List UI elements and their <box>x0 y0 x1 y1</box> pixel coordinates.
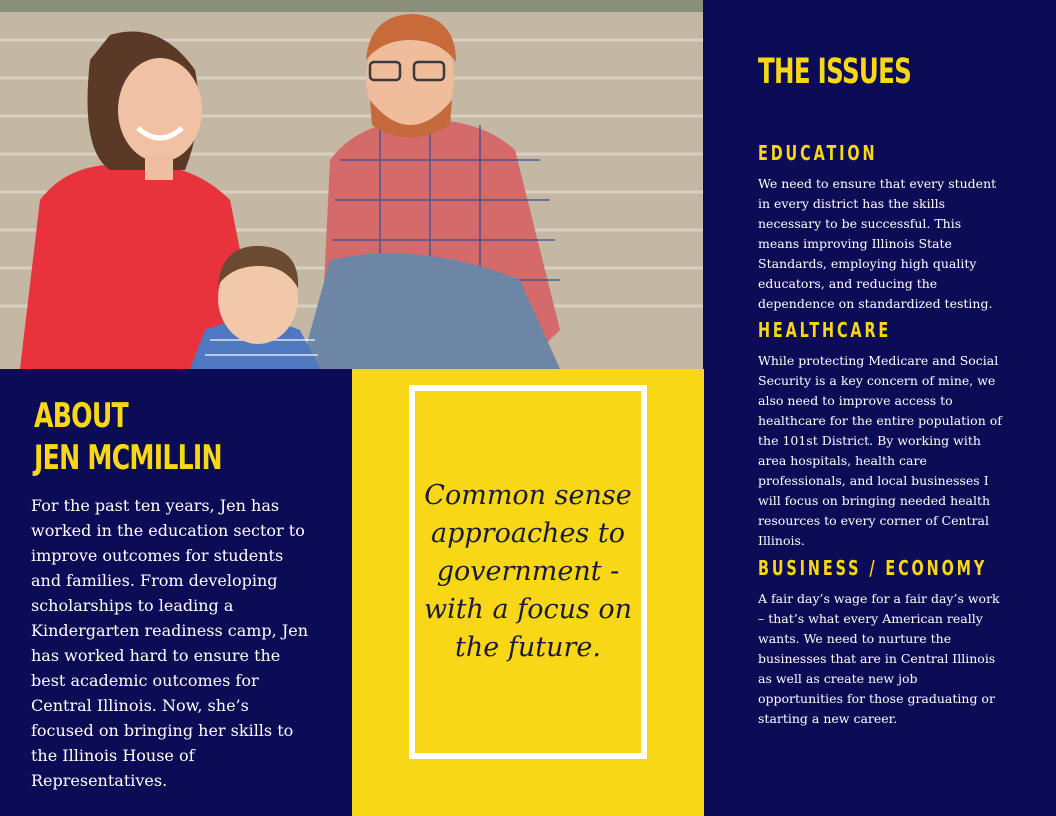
issues-title: THE ISSUES <box>758 52 912 92</box>
issue-body-business-economy: A fair day’s wage for a fair day’s work – that’s what every American really wants. We need to nurture the businesses that are in Central Illinois as well as create new job opportunities for those graduating or starting a new career. <box>758 591 1000 726</box>
issues-section <box>704 0 1056 816</box>
quote-panel <box>352 369 704 816</box>
issue-heading-education: EDUCATION <box>758 141 878 165</box>
quote-text: Common sense approaches to government - with a focus on the future. <box>423 480 633 663</box>
family-photo <box>0 0 703 369</box>
quote-frame <box>409 385 647 759</box>
about-title-line2: JEN MCMILLIN <box>34 438 222 478</box>
issue-heading-business-economy: BUSINESS / ECONOMY <box>758 556 988 580</box>
about-title <box>34 395 222 479</box>
issue-heading-healthcare: HEALTHCARE <box>758 318 892 342</box>
issue-body-education: We need to ensure that every student in every district has the skills necessary to be successful. This means improving Illinois State Standards, employing high quality educators, and reducing the dependence on standardized testing. <box>758 176 997 311</box>
family-photo-illustration <box>0 0 703 369</box>
issue-body-healthcare: While protecting Medicare and Social Security is a key concern of mine, we also need to improve access to healthcare for the entire population of the 101st District. By working with area hospitals, health care professionals, and local businesses I will focus on bringing needed health resources to every corner of Central Illinois. <box>758 353 1002 548</box>
about-title-line1: ABOUT <box>34 396 128 436</box>
about-body: For the past ten years, Jen has worked in the education sector to improve outcomes for students and families. From developing scholarships to leading a Kindergarten readiness camp, Jen has worked hard to ensure the best academic outcomes for Central Illinois. Now, she’s focused on bringing her skills to the Illinois House of Representatives. <box>31 496 309 790</box>
about-section <box>0 369 352 816</box>
